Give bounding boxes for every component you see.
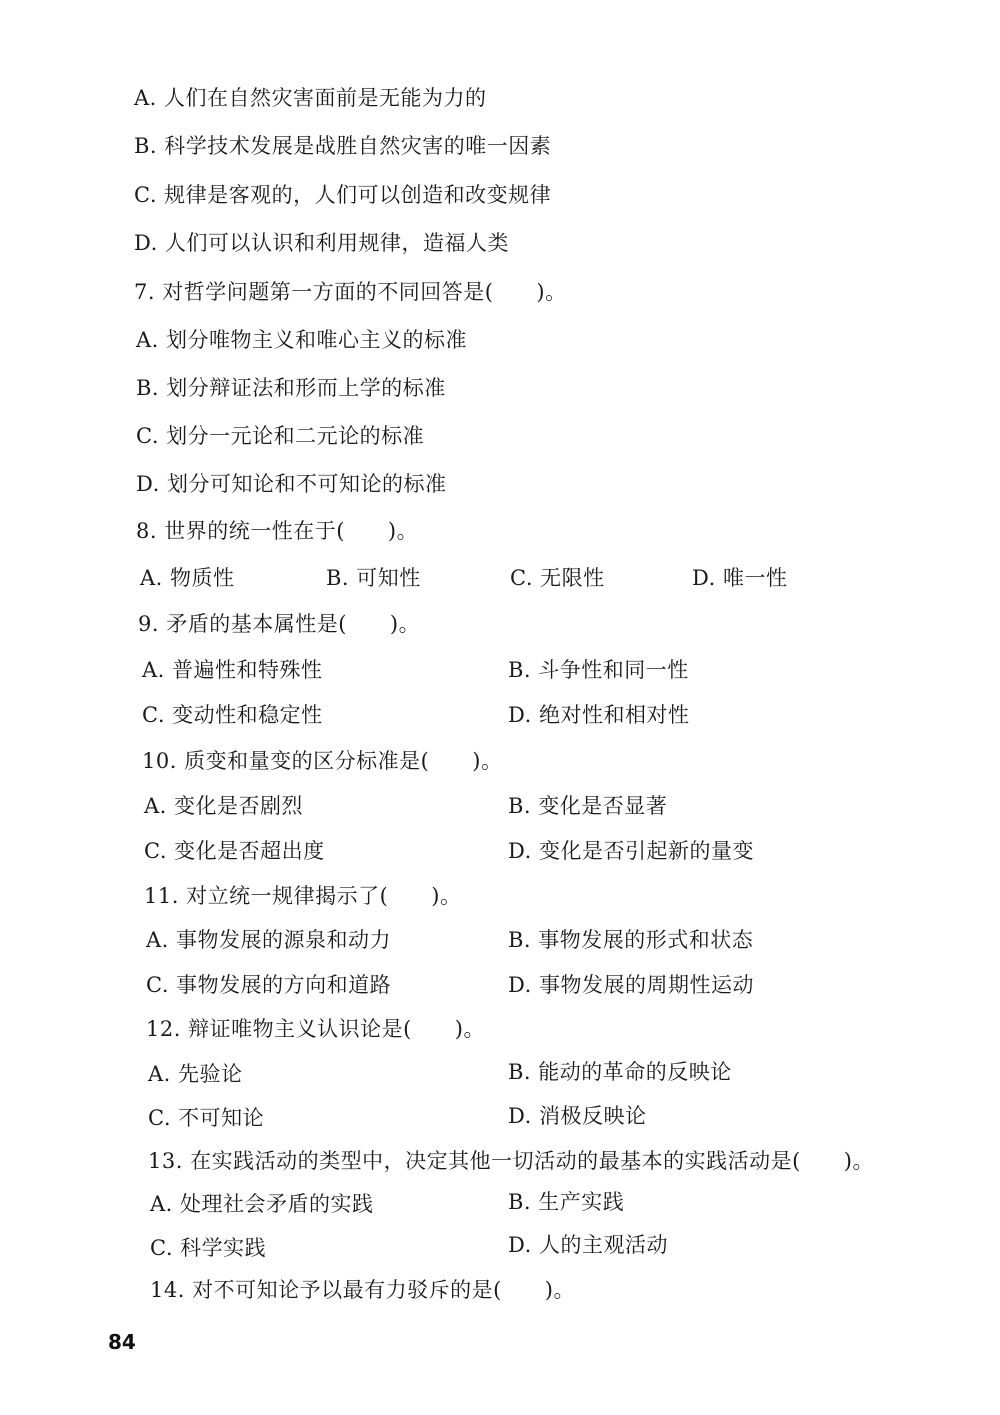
q13-option-b: B. 生产实践	[508, 1190, 625, 1214]
q12-option-c: C. 不可知论	[148, 1106, 265, 1130]
q10-option-c: C. 变化是否超出度	[144, 839, 325, 863]
q8-option-b: B. 可知性	[326, 566, 421, 590]
q7-option-c: C. 划分一元论和二元论的标准	[136, 424, 425, 448]
q7-option-d: D. 划分可知论和不可知论的标准	[136, 472, 447, 496]
q9-option-b: B. 斗争性和同一性	[508, 658, 689, 682]
q7-option-b: B. 划分辩证法和形而上学的标准	[136, 376, 446, 400]
q6-option-a: A. 人们在自然灾害面前是无能为力的	[134, 86, 487, 110]
q13-stem: 13. 在实践活动的类型中，决定其他一切活动的最基本的实践活动是( )。	[148, 1149, 874, 1173]
q13-option-c: C. 科学实践	[150, 1236, 267, 1260]
q10-option-d: D. 变化是否引起新的量变	[508, 839, 754, 863]
q6-option-d: D. 人们可以认识和利用规律，造福人类	[134, 231, 509, 255]
q8-option-d: D. 唯一性	[692, 566, 788, 590]
q14-stem: 14. 对不可知论予以最有力驳斥的是( )。	[150, 1278, 575, 1302]
q8-option-a: A. 物质性	[140, 566, 235, 590]
q11-option-d: D. 事物发展的周期性运动	[508, 973, 754, 997]
q8-stem: 8. 世界的统一性在于( )。	[136, 519, 419, 543]
q9-stem: 9. 矛盾的基本属性是( )。	[138, 612, 421, 636]
q12-option-b: B. 能动的革命的反映论	[508, 1060, 732, 1084]
q10-option-b: B. 变化是否显著	[508, 794, 668, 818]
q11-stem: 11. 对立统一规律揭示了( )。	[144, 884, 462, 908]
q13-option-d: D. 人的主观活动	[508, 1233, 668, 1257]
q10-stem: 10. 质变和量变的区分标准是( )。	[142, 749, 503, 773]
q11-option-b: B. 事物发展的形式和状态	[508, 928, 754, 952]
q13-option-a: A. 处理社会矛盾的实践	[150, 1192, 374, 1216]
q11-option-c: C. 事物发展的方向和道路	[146, 973, 392, 997]
q11-option-a: A. 事物发展的源泉和动力	[146, 928, 392, 952]
q9-option-d: D. 绝对性和相对性	[508, 703, 690, 727]
q12-option-a: A. 先验论	[148, 1062, 243, 1086]
q9-option-a: A. 普遍性和特殊性	[142, 658, 323, 682]
q7-option-a: A. 划分唯物主义和唯心主义的标准	[136, 328, 468, 352]
q10-option-a: A. 变化是否剧烈	[144, 794, 304, 818]
q7-stem: 7. 对哲学问题第一方面的不同回答是( )。	[134, 280, 567, 304]
q8-option-c: C. 无限性	[510, 566, 605, 590]
q6-option-b: B. 科学技术发展是战胜自然灾害的唯一因素	[134, 134, 552, 158]
page-number: 84	[108, 1330, 136, 1354]
q12-option-d: D. 消极反映论	[508, 1104, 647, 1128]
q6-option-c: C. 规律是客观的，人们可以创造和改变规律	[134, 183, 552, 207]
q9-option-c: C. 变动性和稳定性	[142, 703, 323, 727]
q12-stem: 12. 辩证唯物主义认识论是( )。	[146, 1017, 485, 1041]
